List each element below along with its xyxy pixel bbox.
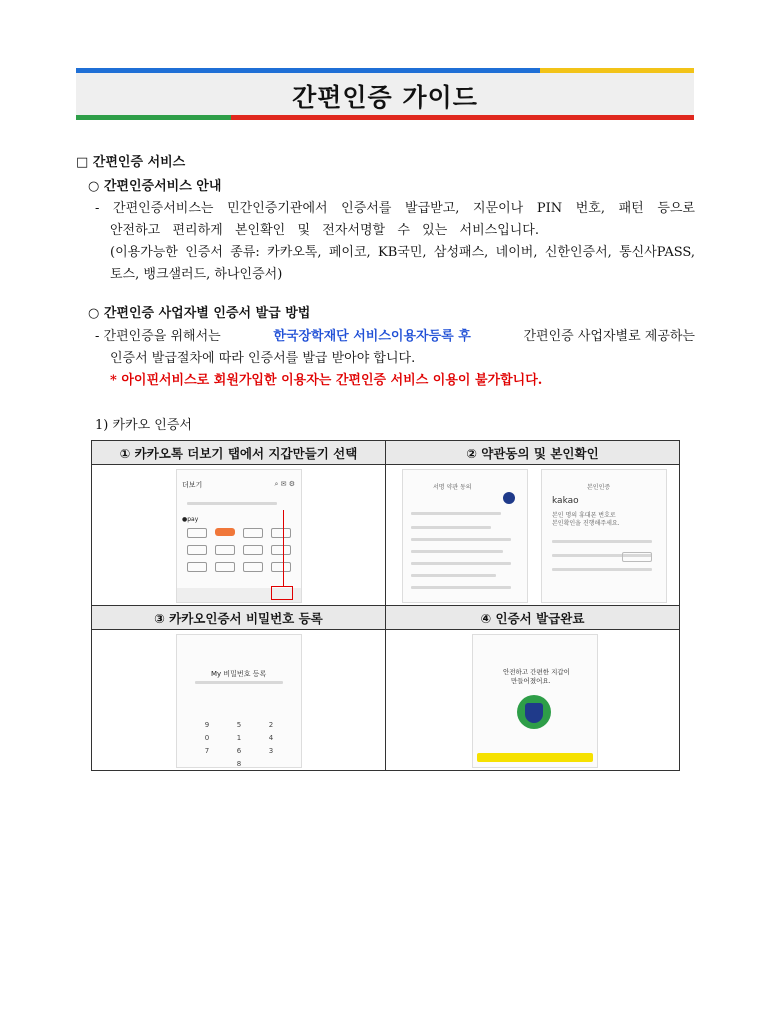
intro-line-2: 안전하고 편리하게 본인확인 및 전자서명할 수 있는 서비스입니다. xyxy=(110,223,539,238)
issue-line-1-pre: - 간편인증을 위해서는 xyxy=(95,329,225,344)
page-title: 간편인증 가이드 xyxy=(292,83,478,112)
title-bottom-bar xyxy=(76,115,694,120)
identity-desc-2: 본인확인을 진행해주세요. xyxy=(552,520,620,527)
more-button-highlight xyxy=(271,586,293,600)
header-icons: ⌕ ✉ ⚙ xyxy=(274,480,295,488)
registration-link-text: 한국장학재단 서비스이용자등록 후 xyxy=(273,329,471,344)
terms-title: 서명 약관 동의 xyxy=(433,484,472,491)
password-title: My 비밀번호 등록 xyxy=(211,670,267,678)
section-heading: □ 간편인증 서비스 xyxy=(76,155,186,170)
shield-icon xyxy=(503,492,515,504)
intro-line-1: - 간편인증서비스는 민간인증기관에서 인증서를 발급받고, 지문이나 PIN 번호, 패턴 등으로 xyxy=(95,201,695,216)
phone-screen-identity xyxy=(541,469,667,603)
intro-line-4: 토스, 뱅크샐러드, 하나인증서) xyxy=(110,267,283,282)
issue-line-2: 인증서 발급절차에 따라 인증서를 발급 받아야 합니다. xyxy=(110,351,416,366)
phone-screen-complete xyxy=(472,634,598,768)
phone-screen-more-tab xyxy=(176,469,302,603)
ipin-warning: * 아이핀서비스로 회원가입한 이용자는 간편인증 서비스 이용이 불가합니다. xyxy=(110,373,543,388)
step-4-header: ④ 인증서 발급완료 xyxy=(386,606,680,630)
confirm-button[interactable] xyxy=(477,753,593,762)
issue-heading: ○ 간편인증 사업자별 인증서 발급 방법 xyxy=(88,306,311,321)
complete-msg-2: 만들어졌어요. xyxy=(511,677,551,685)
step-3-screenshot xyxy=(92,630,386,771)
phone-screen-terms xyxy=(402,469,528,603)
step-1-screenshot xyxy=(92,465,386,606)
identity-title: 본인인증 xyxy=(587,484,611,491)
issue-line-1 xyxy=(95,325,695,344)
step-2-screenshot xyxy=(386,465,680,606)
phone-screen-password xyxy=(176,634,302,768)
kakao-steps-table xyxy=(91,440,680,771)
menu-icon-grid xyxy=(187,528,291,572)
title-box xyxy=(76,68,694,120)
more-tab-title: 더보기 xyxy=(182,481,203,489)
step-4-screenshot xyxy=(386,630,680,771)
step-2-header: ② 약관동의 및 본인확인 xyxy=(386,441,680,465)
highlight-arrow xyxy=(283,510,285,586)
kakao-heading: 1) 카카오 인증서 xyxy=(95,418,192,433)
intro-line-3: (이용가능한 인증서 종류: 카카오톡, 페이코, KB국민, 삼성패스, 네이버, 신한인증서, 통신사PASS, xyxy=(110,245,695,260)
step-1-header: ① 카카오톡 더보기 탭에서 지갑만들기 선택 xyxy=(92,441,386,465)
pay-label: ●pay xyxy=(182,516,199,523)
intro-heading: ○ 간편인증서비스 안내 xyxy=(88,179,222,194)
complete-msg-1: 안전하고 간편한 지갑이 xyxy=(503,668,570,676)
issue-line-1-post: 간편인증 사업자별로 제공하는 xyxy=(519,329,695,344)
step-3-header: ③ 카카오인증서 비밀번호 등록 xyxy=(92,606,386,630)
kakao-brand: kakao xyxy=(552,496,579,506)
pin-keypad: 9 5 2 0 1 4 7 6 3 8 xyxy=(204,721,274,768)
identity-desc-1: 본인 명의 휴대폰 번호로 xyxy=(552,512,616,519)
shield-icon xyxy=(525,703,543,723)
title-top-bar xyxy=(76,68,694,73)
